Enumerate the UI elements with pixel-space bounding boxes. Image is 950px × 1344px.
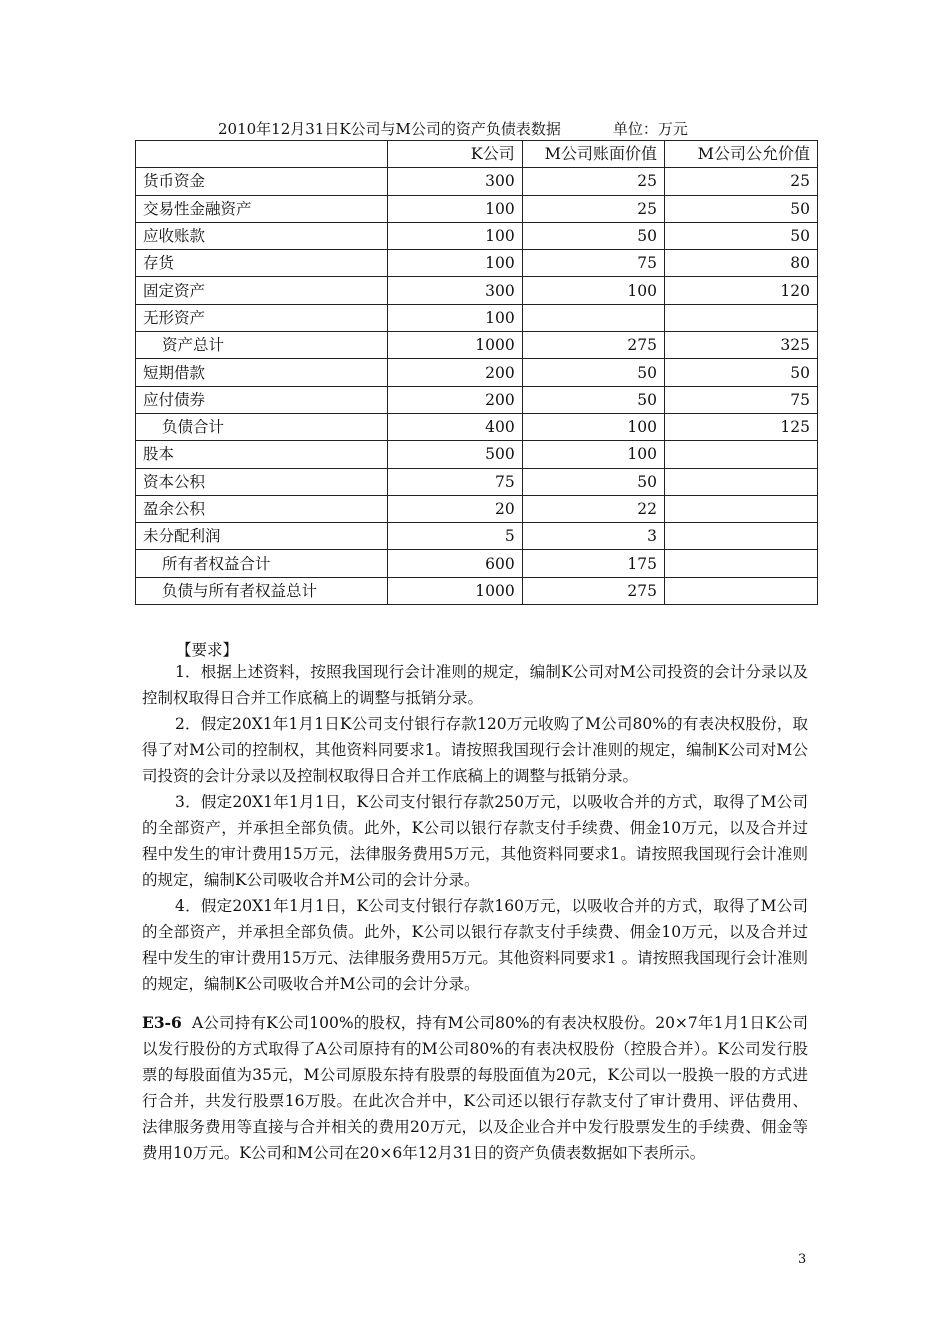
row-label: 短期借款 <box>136 359 388 386</box>
header-cell: M公司账面价值 <box>522 141 664 168</box>
table-row <box>136 441 818 468</box>
m-book-value-cell: 50 <box>522 468 664 495</box>
m-book-value-cell: 275 <box>522 332 664 359</box>
page-number: 3 <box>798 1252 807 1267</box>
row-label: 无形资产 <box>136 304 388 331</box>
table-caption <box>218 118 688 139</box>
table-header-row <box>136 141 818 168</box>
row-label: 盈余公积 <box>136 495 388 522</box>
m-book-value-cell <box>522 304 664 331</box>
requirements-title: 【要求】 <box>176 641 239 659</box>
row-label: 未分配利润 <box>136 523 388 550</box>
k-value-cell: 100 <box>387 222 522 249</box>
k-value-cell: 200 <box>387 359 522 386</box>
row-label: 负债与所有者权益总计 <box>136 577 388 604</box>
header-cell <box>136 141 388 168</box>
exercise-text: A公司持有K公司100%的股权，持有M公司80%的有表决权股份。20×7年1月1日K公司以发行股份的方式取得了A公司原持有的M公司80%的有表决权股份（控股合并）。K公司发行股票的每股面值为35元，M公司原股东持有股票的每股面值为20元，K公司以一股换一股的方式进行合并，共发行股票16万股。在此次合并中，K公司还以银行存款支付了审计费用、评估费用、法律服务费用等直接与合并相关的费用20万元，以及企业合并中发行股票发生的手续费、佣金等费用10万元。K公司和M公司在20×6年12月31日的资产负债表数据如下表所示。 <box>142 1014 808 1162</box>
m-book-value-cell: 25 <box>522 195 664 222</box>
k-value-cell: 75 <box>387 468 522 495</box>
header-cell: K公司 <box>387 141 522 168</box>
exercise-paragraph <box>142 1010 808 1166</box>
k-value-cell: 300 <box>387 168 522 195</box>
m-fair-value-cell <box>664 523 817 550</box>
m-book-value-cell: 3 <box>522 523 664 550</box>
table-row <box>136 468 818 495</box>
m-book-value-cell: 175 <box>522 550 664 577</box>
row-label: 应收账款 <box>136 222 388 249</box>
k-value-cell: 1000 <box>387 577 522 604</box>
k-value-cell: 300 <box>387 277 522 304</box>
row-label: 资产总计 <box>136 332 388 359</box>
balance-sheet-table <box>135 140 818 605</box>
row-label: 固定资产 <box>136 277 388 304</box>
k-value-cell: 1000 <box>387 332 522 359</box>
m-book-value-cell: 25 <box>522 168 664 195</box>
m-fair-value-cell <box>664 495 817 522</box>
exercise-id: E3-6 <box>142 1013 182 1032</box>
table-row <box>136 195 818 222</box>
table-row <box>136 277 818 304</box>
table-row <box>136 577 818 604</box>
m-fair-value-cell <box>664 304 817 331</box>
m-fair-value-cell: 50 <box>664 222 817 249</box>
m-book-value-cell: 100 <box>522 441 664 468</box>
table-row <box>136 523 818 550</box>
table-row <box>136 413 818 440</box>
requirement-1: 1．根据上述资料，按照我国现行会计准则的规定，编制K公司对M公司投资的会计分录以及控制权取得日合并工作底稿上的调整与抵销分录。 <box>142 663 808 707</box>
row-label: 存货 <box>136 250 388 277</box>
row-label: 交易性金融资产 <box>136 195 388 222</box>
m-fair-value-cell: 325 <box>664 332 817 359</box>
table-row <box>136 386 818 413</box>
table-title: 2010年12月31日K公司与M公司的资产负债表数据 <box>218 120 561 138</box>
row-label: 资本公积 <box>136 468 388 495</box>
row-label: 股本 <box>136 441 388 468</box>
m-book-value-cell: 100 <box>522 277 664 304</box>
m-fair-value-cell: 125 <box>664 413 817 440</box>
table-row <box>136 250 818 277</box>
k-value-cell: 400 <box>387 413 522 440</box>
row-label: 所有者权益合计 <box>136 550 388 577</box>
m-fair-value-cell <box>664 550 817 577</box>
table-row <box>136 222 818 249</box>
k-value-cell: 500 <box>387 441 522 468</box>
row-label: 负债合计 <box>136 413 388 440</box>
m-fair-value-cell <box>664 577 817 604</box>
requirement-2: 2．假定20X1年1月1日K公司支付银行存款120万元收购了M公司80%的有表决权股份，取得了对M公司的控制权，其他资料同要求1。请按照我国现行会计准则的规定，编制K公司对M公司投资的会计分录以及控制权取得日合并工作底稿上的调整与抵销分录。 <box>142 715 808 785</box>
table-row <box>136 304 818 331</box>
table-row <box>136 168 818 195</box>
table-row <box>136 359 818 386</box>
m-fair-value-cell: 120 <box>664 277 817 304</box>
k-value-cell: 200 <box>387 386 522 413</box>
m-fair-value-cell <box>664 468 817 495</box>
table-row <box>136 550 818 577</box>
m-fair-value-cell: 50 <box>664 359 817 386</box>
row-label: 应付债券 <box>136 386 388 413</box>
m-book-value-cell: 100 <box>522 413 664 440</box>
requirement-4: 4．假定20X1年1月1日，K公司支付银行存款160万元，以吸收合并的方式，取得了M公司的全部资产，并承担全部负债。此外，K公司以银行存款支付手续费、佣金10万元，以及合并过程中发生的审计费用15万元、法律服务费用5万元。其他资料同要求1 。请按照我国现行会计准则的规定，编制K公司吸收合并M公司的会计分录。 <box>142 897 808 993</box>
k-value-cell: 20 <box>387 495 522 522</box>
m-book-value-cell: 22 <box>522 495 664 522</box>
m-book-value-cell: 50 <box>522 359 664 386</box>
requirement-3: 3．假定20X1年1月1日，K公司支付银行存款250万元，以吸收合并的方式，取得了M公司的全部资产，并承担全部负债。此外，K公司以银行存款支付手续费、佣金10万元，以及合并过程中发生的审计费用15万元，法律服务费用5万元，其他资料同要求1。请按照我国现行会计准则的规定，编制K公司吸收合并M公司的会计分录。 <box>142 793 808 889</box>
k-value-cell: 100 <box>387 250 522 277</box>
k-value-cell: 5 <box>387 523 522 550</box>
m-fair-value-cell: 50 <box>664 195 817 222</box>
table-row <box>136 495 818 522</box>
m-book-value-cell: 50 <box>522 222 664 249</box>
m-fair-value-cell <box>664 441 817 468</box>
m-fair-value-cell: 75 <box>664 386 817 413</box>
table-unit: 单位：万元 <box>612 120 688 138</box>
m-book-value-cell: 50 <box>522 386 664 413</box>
m-book-value-cell: 275 <box>522 577 664 604</box>
m-book-value-cell: 75 <box>522 250 664 277</box>
row-label: 货币资金 <box>136 168 388 195</box>
k-value-cell: 100 <box>387 195 522 222</box>
m-fair-value-cell: 80 <box>664 250 817 277</box>
table-row <box>136 332 818 359</box>
k-value-cell: 100 <box>387 304 522 331</box>
k-value-cell: 600 <box>387 550 522 577</box>
m-fair-value-cell: 25 <box>664 168 817 195</box>
header-cell: M公司公允价值 <box>664 141 817 168</box>
